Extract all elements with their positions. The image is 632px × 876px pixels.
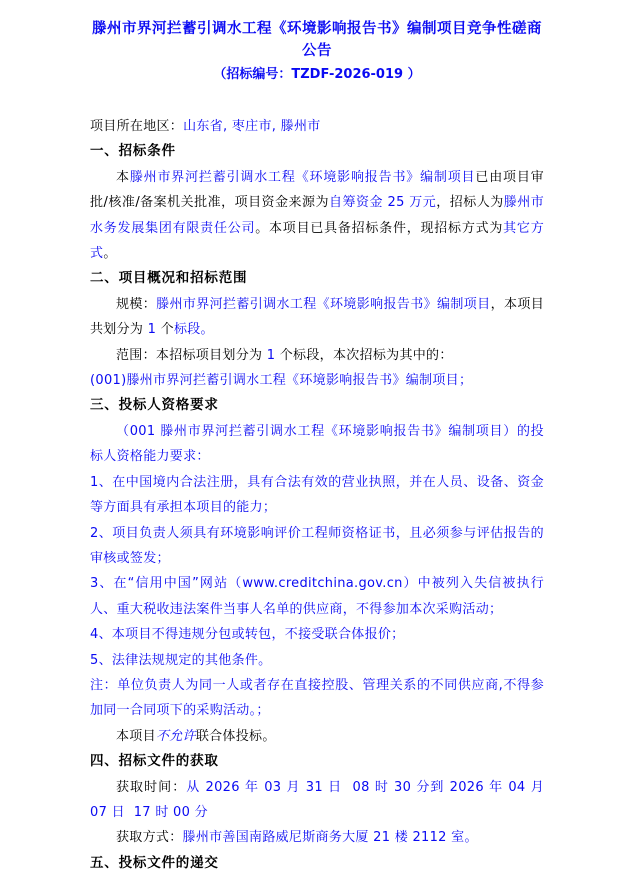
obtain-time-line bbox=[90, 775, 549, 826]
obtain-method-value: 滕州市善国南路威尼斯商务大厦 21 楼 2112 室。 bbox=[182, 830, 478, 846]
text-segment: 。本项目已具备招标条件，现招标方式为 bbox=[255, 220, 504, 236]
text-segment: 范围：本招标项目划分为 bbox=[116, 347, 267, 363]
tender-number-line: （招标编号：TZDF-2026-019 ） bbox=[213, 67, 421, 82]
not-allowed-value: 不允许 bbox=[155, 728, 196, 744]
section-1-heading: 一、招标条件 bbox=[90, 143, 176, 160]
qualification-item-1: 1、在中国境内合法注册，具有合法有效的营业执照，并在人员、设备、资金等方面具有承担本项目的能力； bbox=[90, 474, 544, 516]
page-title: 滕州市界河拦蓄引调水工程《环境影响报告书》编制项目竞争性磋商公告 bbox=[92, 21, 542, 59]
region-value: 山东省, 枣庄市, 滕州市 bbox=[183, 119, 321, 134]
section-4-heading: 四、招标文件的获取 bbox=[90, 753, 219, 770]
section-5-heading: 五、投标文件的递交 bbox=[90, 854, 219, 871]
text-segment: ，本项目共划分为 bbox=[90, 296, 544, 338]
lot-count-value: 1 bbox=[147, 322, 157, 338]
obtain-time-value: 从 2026 年 03 月 31 日 08 时 30 分到 2026 年 04 月 07 日 17 时 00 分 bbox=[90, 779, 549, 820]
section-3-heading: 三、投标人资格要求 bbox=[90, 397, 219, 414]
qualification-item-5: 5、法律法规规定的其他条件。 bbox=[90, 652, 272, 668]
tenderee-name-link: 滕州市水务发展集团有限责任公司 bbox=[90, 195, 544, 236]
project-name-link: 滕州市界河拦蓄引调水工程《环境影响报告书》编制项目 bbox=[156, 296, 491, 312]
lot-word-value: 标段。 bbox=[173, 322, 214, 338]
lot-count-value: 1 bbox=[266, 347, 276, 363]
scope-paragraph bbox=[90, 343, 544, 368]
consortium-line bbox=[90, 724, 544, 749]
scale-label: 规模： bbox=[116, 296, 157, 312]
scale-paragraph bbox=[90, 292, 544, 343]
tender-method-value: 其它方式 bbox=[90, 220, 544, 262]
section-2-heading: 二、项目概况和招标范围 bbox=[90, 270, 248, 287]
obtain-method-label: 获取方式： bbox=[116, 830, 183, 846]
region-label: 项目所在地区： bbox=[90, 119, 184, 134]
lot-001-line: (001)滕州市界河拦蓄引调水工程《环境影响报告书》编制项目； bbox=[90, 373, 473, 389]
text-segment: 个标段，本次招标为其中的： bbox=[275, 347, 453, 363]
obtain-method-line bbox=[90, 825, 544, 850]
region-line bbox=[90, 114, 544, 139]
qualification-item-4: 4、本项目不得违规分包或转包，不接受联合体报价； bbox=[90, 627, 405, 643]
obtain-time-label: 获取时间： bbox=[116, 779, 187, 795]
text-segment: 。 bbox=[103, 246, 117, 262]
qualification-item-2: 2、项目负责人须具有环境影响评价工程师资格证书，且必须参与评估报告的审核或签发； bbox=[90, 525, 544, 566]
spacer bbox=[90, 88, 544, 114]
qualification-intro-line: （001 滕州市界河拦蓄引调水工程《环境影响报告书》编制项目）的投标人资格能力要求： bbox=[90, 423, 544, 465]
text-segment: ，招标人为 bbox=[436, 195, 504, 211]
text-segment: 本 bbox=[116, 169, 130, 185]
text-segment: 本项目 bbox=[116, 728, 156, 744]
text-segment: 联合体投标。 bbox=[195, 728, 276, 744]
section-1-paragraph bbox=[90, 165, 544, 267]
funding-source-value: 自筹资金 25 万元 bbox=[328, 195, 437, 211]
qualification-item-3: 3、在“信用中国”网站（www.creditchina.gov.cn）中被列入失信被执行人、重大税收违法案件当事人名单的供应商，不得参加本次采购活动； bbox=[90, 576, 544, 617]
qualification-note: 注：单位负责人为同一人或者存在直接控股、管理关系的不同供应商,不得参加同一合同项下的采购活动。； bbox=[90, 677, 544, 719]
project-name-link: 滕州市界河拦蓄引调水工程《环境影响报告书》编制项目 bbox=[129, 169, 476, 185]
text-segment: 已由项目审批/核准/备案机关批准，项目资金来源为 bbox=[90, 169, 544, 211]
text-segment: 个 bbox=[156, 322, 174, 338]
